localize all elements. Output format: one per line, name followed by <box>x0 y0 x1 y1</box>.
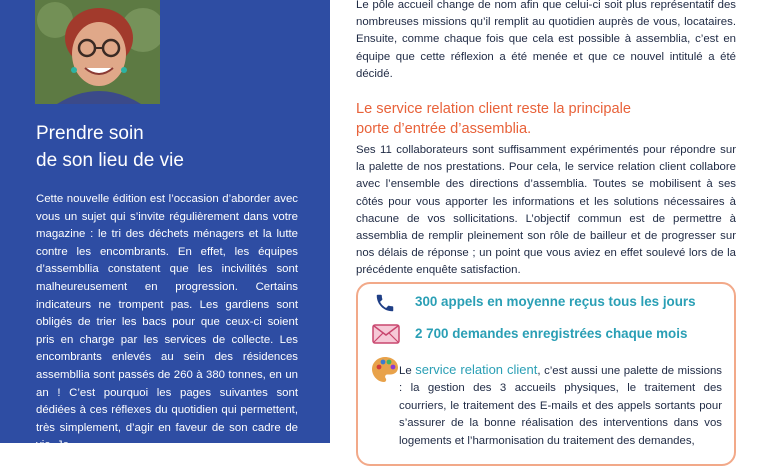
section-heading-line-2: porte d’entrée d’assemblia. <box>356 121 532 137</box>
info-box <box>356 282 736 466</box>
intro-paragraph: Le pôle accueil change de nom afin que celui-ci soit plus représentatif des nombreuses missions qu’il remplit au quotidien auprès de vous, locataires. Ensuite, comme chaque fois que cela est possible à assemblia, c’est en équipe que cette réflexion a été menée et que ce nouvel intitulé a été décidé. <box>356 0 736 80</box>
left-title-line-2: de son lieu de vie <box>36 150 184 171</box>
left-title-line-1: Prendre soin <box>36 123 144 144</box>
palette-icon <box>370 355 400 390</box>
section-heading <box>356 99 736 139</box>
section-body-paragraph: Ses 11 collaborateurs sont suffisamment expérimentés pour répondre sur la palette de nos prestations. Pour cela, le service relation client collabore avec l’ensemble des directions d’assemblia. Toutes se mobilisent à ses côtés pour vous apporter les informations et les solutions nécessaires à chacune de vos sollicitations. L’objectif commun est de permettre à assemblia de remplir pleinement son rôle de bailleur et de progresser sur nos délais de réponse ; un point que vous aviez en effet soulevé lors de la précédente enquête satisfaction. <box>356 144 736 277</box>
box-text-prefix: Le <box>399 365 416 377</box>
left-title <box>36 120 316 174</box>
section-heading-line-1: Le service relation client reste la principale <box>356 101 631 117</box>
stat-requests: 2 700 demandes enregistrées chaque mois <box>415 326 688 341</box>
left-column <box>0 0 330 452</box>
left-body-paragraph: Cette nouvelle édition est l’occasion d’aborder avec vous un sujet qui s’invite régulièrement dans votre magazine : le tri des déchets ménagers et la lutte contre les encombrants. En effet, les équipes d’assembllia constatent que les incivilités sont malheureusement en progression. Certains indicateurs ne trompent pas. Les gardiens sont obligés de trier les bacs pour que ceux-ci soient pris en charge par les services de collecte. Les encombrants enlevés au sein des résidences assembllia sont passés de 260 à 380 tonnes, en un an ! C’est pourquoi les pages suivantes sont dédiées à ces réflexes du quotidien qui permettent, très simplement, d’agir en faveur de son cadre de vie. Je <box>36 193 298 452</box>
box-text-highlight: service relation client <box>415 362 538 377</box>
box-text <box>399 361 722 450</box>
phone-icon <box>374 292 396 319</box>
box-text-rest: , c’est aussi une palette de missions : la gestion des 3 accueils physiques, le traitement des courriers, le traitement des E-mails et des appels sortants pour s’assurer de la bonne réalisation des interventions dans vos logements et l’harmonisation du traitement des demandes, <box>399 365 722 447</box>
stat-calls: 300 appels en moyenne reçus tous les jours <box>415 294 696 309</box>
envelope-icon <box>372 323 400 350</box>
left-body-text <box>36 191 298 455</box>
portrait-photo <box>35 0 160 104</box>
